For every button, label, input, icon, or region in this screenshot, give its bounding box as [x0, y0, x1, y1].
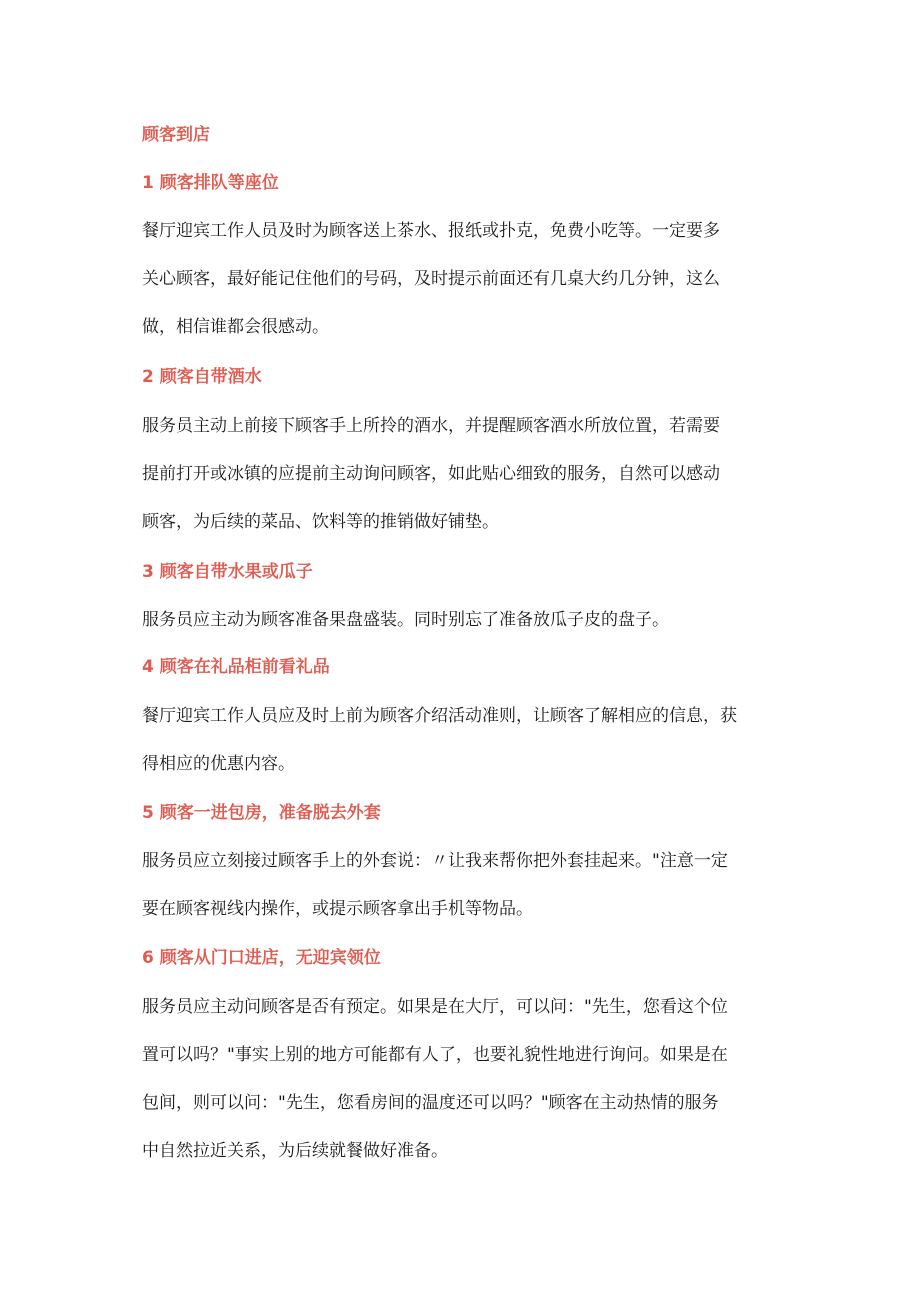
- section-2-heading: 2 顾客自带酒水: [142, 367, 262, 387]
- section-2-line-1: 服务员主动上前接下顾客手上所拎的酒水，并提醒顾客酒水所放位置，若需要: [142, 416, 720, 436]
- section-4-line-1: 餐厅迎宾工作人员应及时上前为顾客介绍活动准则，让顾客了解相应的信息，获: [142, 706, 737, 726]
- section-3-line-1: 服务员应主动为顾客准备果盘盛装。同时别忘了准备放瓜子皮的盘子。: [142, 610, 669, 630]
- section-4-heading: 4 顾客在礼品柜前看礼品: [142, 657, 330, 677]
- section-3-heading: 3 顾客自带水果或瓜子: [142, 562, 313, 582]
- section-1-line-2: 关心顾客，最好能记住他们的号码，及时提示前面还有几桌大约几分钟，这么: [142, 269, 720, 289]
- section-6-body: [142, 983, 782, 1175]
- section-5-line-1: 服务员应立刻接过顾客手上的外套说：〃让我来帮你把外套挂起来。"注意一定: [142, 851, 728, 871]
- section-1-body: [142, 207, 782, 351]
- document-title: 顾客到店: [142, 125, 210, 145]
- section-6-line-2: 置可以吗？"事实上别的地方可能都有人了，也要礼貌性地进行询问。如果是在: [142, 1045, 728, 1065]
- section-6-line-4: 中自然拉近关系，为后续就餐做好准备。: [142, 1141, 448, 1161]
- section-2-body: [142, 402, 782, 546]
- section-5-body: [142, 837, 782, 933]
- section-5-line-2: 要在顾客视线内操作，或提示顾客拿出手机等物品。: [142, 899, 533, 919]
- section-6-heading: 6 顾客从门口进店，无迎宾领位: [142, 948, 381, 968]
- section-4-body: [142, 692, 782, 788]
- section-2-line-2: 提前打开或冰镇的应提前主动询问顾客，如此贴心细致的服务，自然可以感动: [142, 464, 720, 484]
- section-5-heading: 5 顾客一进包房，准备脱去外套: [142, 803, 381, 823]
- section-1-line-1: 餐厅迎宾工作人员及时为顾客送上茶水、报纸或扑克，免费小吃等。一定要多: [142, 221, 720, 241]
- section-4-line-2: 得相应的优惠内容。: [142, 754, 295, 774]
- section-2-line-3: 顾客，为后续的菜品、饮料等的推销做好铺垫。: [142, 512, 499, 532]
- section-3-body: [142, 596, 782, 644]
- section-1-line-3: 做，相信谁都会很感动。: [142, 317, 329, 337]
- section-6-line-3: 包间，则可以问："先生，您看房间的温度还可以吗？"顾客在主动热情的服务: [142, 1093, 719, 1113]
- section-6-line-1: 服务员应主动问顾客是否有预定。如果是在大厅，可以问："先生，您看这个位: [142, 997, 728, 1017]
- section-1-heading: 1 顾客排队等座位: [142, 173, 279, 193]
